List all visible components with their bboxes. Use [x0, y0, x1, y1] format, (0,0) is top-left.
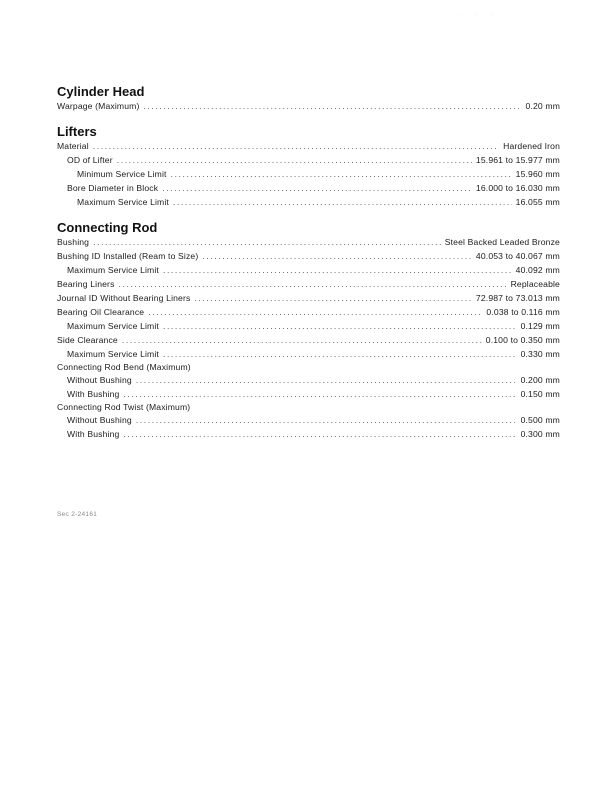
spec-row-bend-without-bushing	[57, 373, 560, 387]
spec-row-bushing-id	[57, 249, 560, 263]
section-cylinder-head	[57, 84, 560, 113]
dot-leader	[123, 387, 516, 401]
dot-leader	[194, 291, 471, 305]
dot-leader	[93, 139, 499, 153]
spec-row-bushing	[57, 235, 560, 249]
section-connecting-rod	[57, 220, 560, 441]
spec-label: Without Bushing	[67, 415, 132, 425]
dot-leader	[173, 195, 512, 209]
section-title-connecting-rod: Connecting Rod	[57, 220, 158, 235]
spec-row-warpage	[57, 99, 560, 113]
spec-row-bearing-oil-clearance	[57, 305, 560, 319]
page-reference-code: Sec 2-24161	[57, 511, 98, 518]
spec-label: Journal ID Without Bearing Liners	[57, 293, 191, 303]
scan-artifact: · · ·	[461, 12, 499, 18]
spec-label: Maximum Service Limit	[77, 197, 169, 207]
spec-row-bend-with-bushing	[57, 387, 560, 401]
spec-value: 0.038 to 0.116 mm	[486, 307, 560, 317]
spec-label: Material	[57, 141, 89, 151]
dot-leader	[136, 373, 517, 387]
spec-label: Bushing ID Installed (Ream to Size)	[57, 251, 199, 261]
spec-value: 0.500 mm	[520, 415, 560, 425]
spec-value: 40.092 mm	[515, 265, 560, 275]
spec-value: 0.129 mm	[520, 321, 560, 331]
spec-label: Bearing Liners	[57, 279, 115, 289]
spec-row-twist-with-bushing	[57, 427, 560, 441]
dot-leader	[171, 167, 512, 181]
spec-label: Maximum Service Limit	[67, 321, 159, 331]
spec-page	[57, 84, 560, 452]
spec-value: 16.055 mm	[515, 197, 560, 207]
dot-leader	[143, 99, 521, 113]
spec-label: Maximum Service Limit	[67, 349, 159, 359]
spec-label: With Bushing	[67, 389, 120, 399]
spec-row-side-clearance	[57, 333, 560, 347]
spec-label: Maximum Service Limit	[67, 265, 159, 275]
spec-row-twist-without-bushing	[57, 413, 560, 427]
spec-row-bore-diameter	[57, 181, 560, 195]
dot-leader	[93, 235, 441, 249]
spec-row-bushing-max-limit	[57, 263, 560, 277]
dot-leader	[163, 319, 517, 333]
spec-label: Without Bushing	[67, 375, 132, 385]
spec-value: 0.100 to 0.350 mm	[485, 335, 560, 345]
spec-row-minimum-service-limit	[57, 167, 560, 181]
spec-row-od-of-lifter	[57, 153, 560, 167]
section-lifters	[57, 124, 560, 209]
spec-row-maximum-service-limit	[57, 195, 560, 209]
spec-label: Bushing	[57, 237, 90, 247]
dot-leader	[163, 263, 512, 277]
spec-label: Bearing Oil Clearance	[57, 307, 145, 317]
spec-subheading-rod-bend: Connecting Rod Bend (Maximum)	[57, 362, 191, 372]
spec-value: 0.200 mm	[520, 375, 560, 385]
dot-leader	[163, 347, 517, 361]
spec-row-side-clearance-max-limit	[57, 347, 560, 361]
spec-label: With Bushing	[67, 429, 120, 439]
spec-row-journal-id	[57, 291, 560, 305]
dot-leader	[136, 413, 517, 427]
spec-value: Hardened Iron	[503, 141, 560, 151]
spec-row-bearing-liners	[57, 277, 560, 291]
spec-label: OD of Lifter	[67, 155, 113, 165]
spec-value: Steel Backed Leaded Bronze	[444, 237, 560, 247]
spec-value: 0.330 mm	[520, 349, 560, 359]
spec-value: 40.053 to 40.067 mm	[475, 251, 560, 261]
spec-value: 16.000 to 16.030 mm	[475, 183, 560, 193]
spec-label: Minimum Service Limit	[77, 169, 167, 179]
dot-leader	[122, 333, 482, 347]
dot-leader	[119, 277, 507, 291]
section-title-cylinder-head: Cylinder Head	[57, 84, 145, 99]
dot-leader	[123, 427, 516, 441]
spec-value: Replaceable	[510, 279, 560, 289]
spec-value: 15.961 to 15.977 mm	[475, 155, 560, 165]
spec-value: 0.20 mm	[525, 101, 560, 111]
spec-value: 72.987 to 73.013 mm	[475, 293, 560, 303]
spec-label: Warpage (Maximum)	[57, 101, 140, 111]
dot-leader	[162, 181, 472, 195]
section-title-lifters: Lifters	[57, 124, 97, 139]
spec-label: Side Clearance	[57, 335, 118, 345]
spec-value: 15.960 mm	[515, 169, 560, 179]
dot-leader	[148, 305, 482, 319]
dot-leader	[117, 153, 472, 167]
spec-value: 0.300 mm	[520, 429, 560, 439]
dot-leader	[202, 249, 472, 263]
spec-row-oil-clearance-max-limit	[57, 319, 560, 333]
spec-value: 0.150 mm	[520, 389, 560, 399]
spec-row-material	[57, 139, 560, 153]
spec-subheading-rod-twist: Connecting Rod Twist (Maximum)	[57, 402, 191, 412]
spec-label: Bore Diameter in Block	[67, 183, 159, 193]
